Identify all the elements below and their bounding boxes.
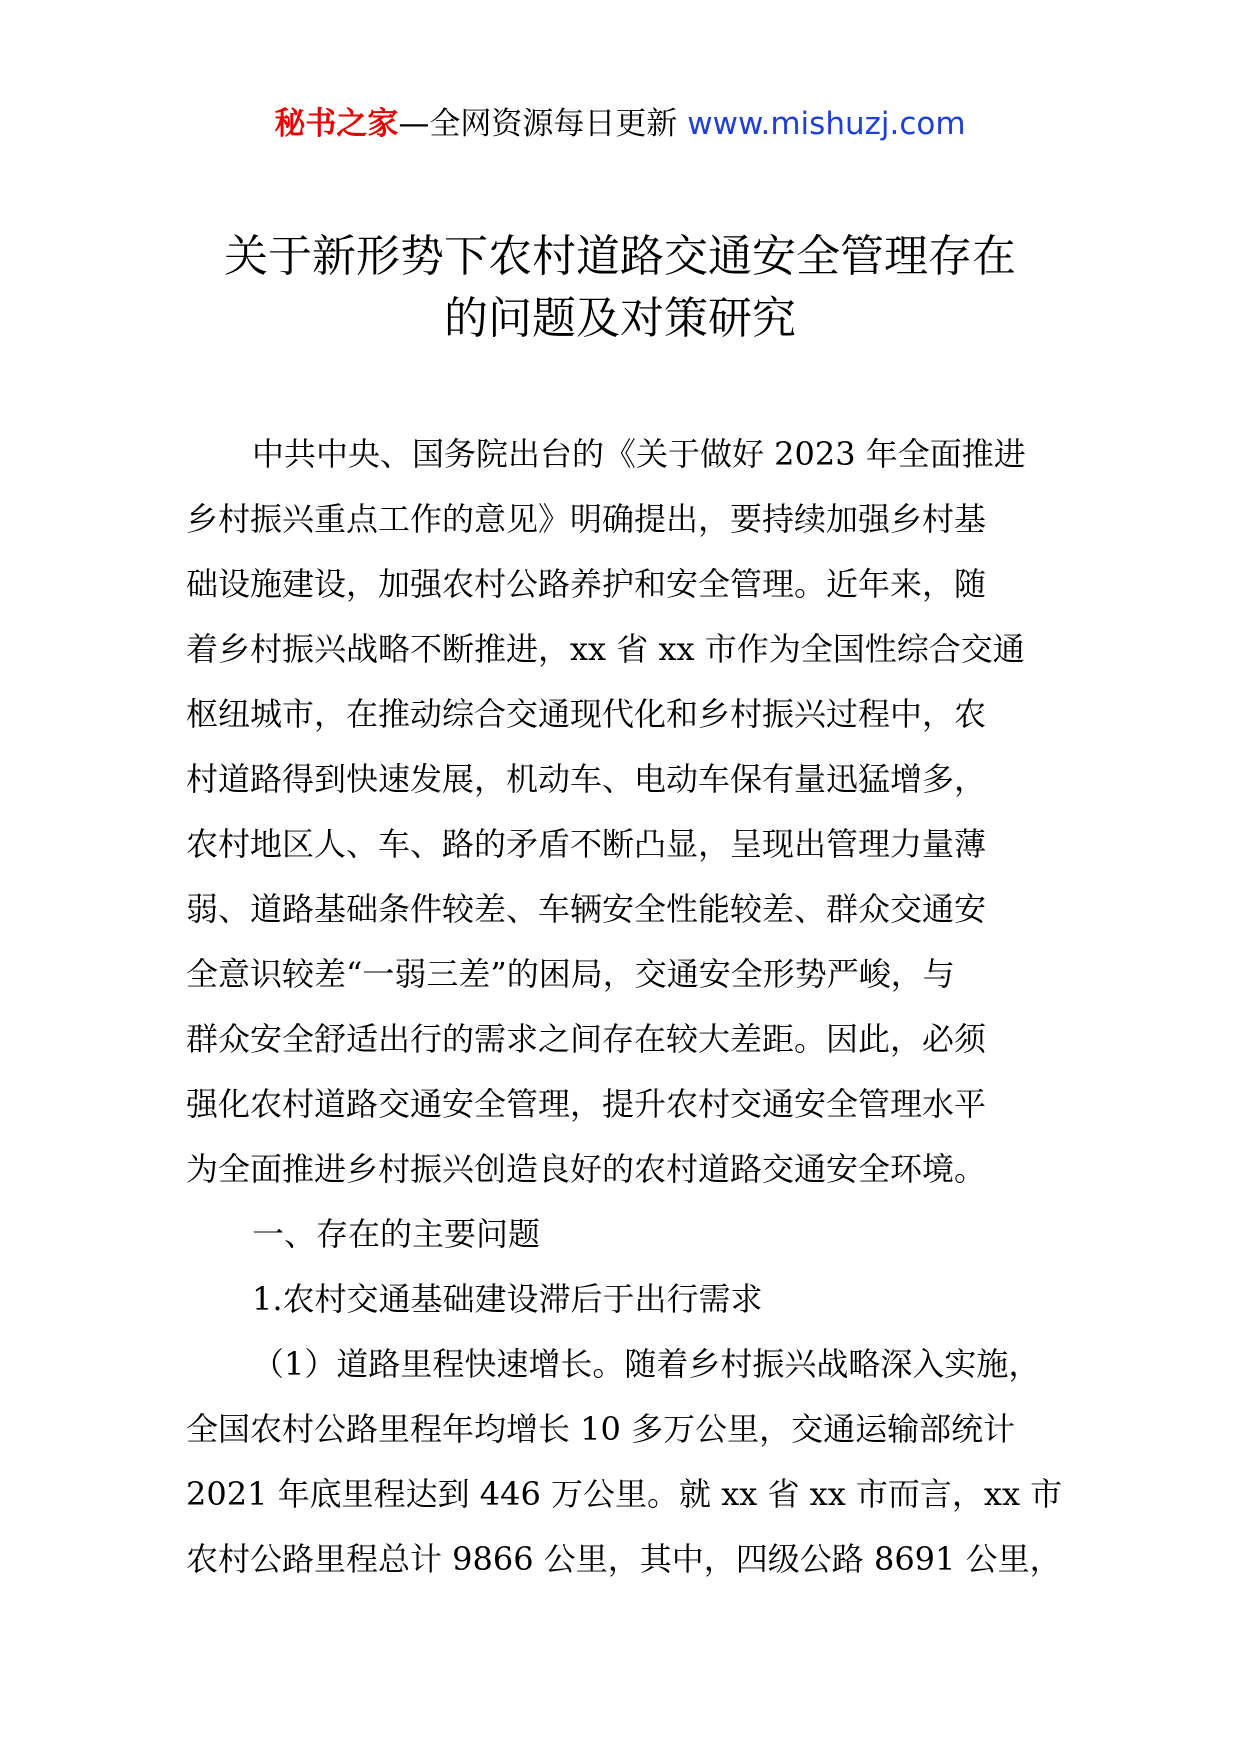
site-banner (0, 104, 1240, 144)
paragraph-line: 枢纽城市，在推动综合交通现代化和乡村振兴过程中，农 (186, 695, 987, 733)
paragraph-line: 全国农村公路里程年均增长 10 多万公里，交通运输部统计 (186, 1410, 1016, 1448)
banner-brand: 秘书之家 (274, 106, 399, 142)
section-heading: 一、存在的主要问题 (252, 1215, 541, 1253)
document-title (150, 226, 1090, 350)
paragraph-line: 强化农村道路交通安全管理，提升农村交通安全管理水平 (186, 1085, 987, 1123)
paragraph-line: 2021 年底里程达到 446 万公里。就 xx 省 xx 市而言，xx 市 (186, 1475, 1063, 1513)
title-line-1: 关于新形势下农村道路交通安全管理存在 (224, 231, 1016, 282)
paragraph-line: 村道路得到快速发展，机动车、电动车保有量迅猛增多， (186, 760, 987, 798)
title-line-2: 的问题及对策研究 (444, 293, 796, 344)
paragraph-line: 农村地区人、车、路的矛盾不断凸显，呈现出管理力量薄 (186, 825, 987, 863)
paragraph-line: （1）道路里程快速增长。随着乡村振兴战略深入实施， (252, 1345, 1041, 1383)
paragraph-line: 乡村振兴重点工作的意见》明确提出，要持续加强乡村基 (186, 500, 987, 538)
paragraph-line: 农村公路里程总计 9866 公里，其中，四级公路 8691 公里， (186, 1540, 1062, 1578)
paragraph-line: 为全面推进乡村振兴创造良好的农村道路交通安全环境。 (186, 1150, 987, 1188)
paragraph-line: 群众安全舒适出行的需求之间存在较大差距。因此，必须 (186, 1020, 987, 1058)
paragraph-line: 全意识较差“一弱三差”的困局，交通安全形势严峻，与 (186, 955, 955, 993)
paragraph-line: 础设施建设，加强农村公路养护和安全管理。近年来，随 (186, 565, 987, 603)
paragraph-line: 着乡村振兴战略不断推进，xx 省 xx 市作为全国性综合交通 (186, 630, 1025, 668)
subsection-heading: 1.农村交通基础建设滞后于出行需求 (252, 1280, 763, 1318)
banner-url-link[interactable]: www.mishuzj.com (687, 106, 966, 142)
paragraph-line: 中共中央、国务院出台的《关于做好 2023 年全面推进 (252, 435, 1026, 473)
document-body (186, 422, 1086, 1592)
banner-tagline: —全网资源每日更新 (398, 106, 678, 142)
paragraph-line: 弱、道路基础条件较差、车辆安全性能较差、群众交通安 (186, 890, 987, 928)
